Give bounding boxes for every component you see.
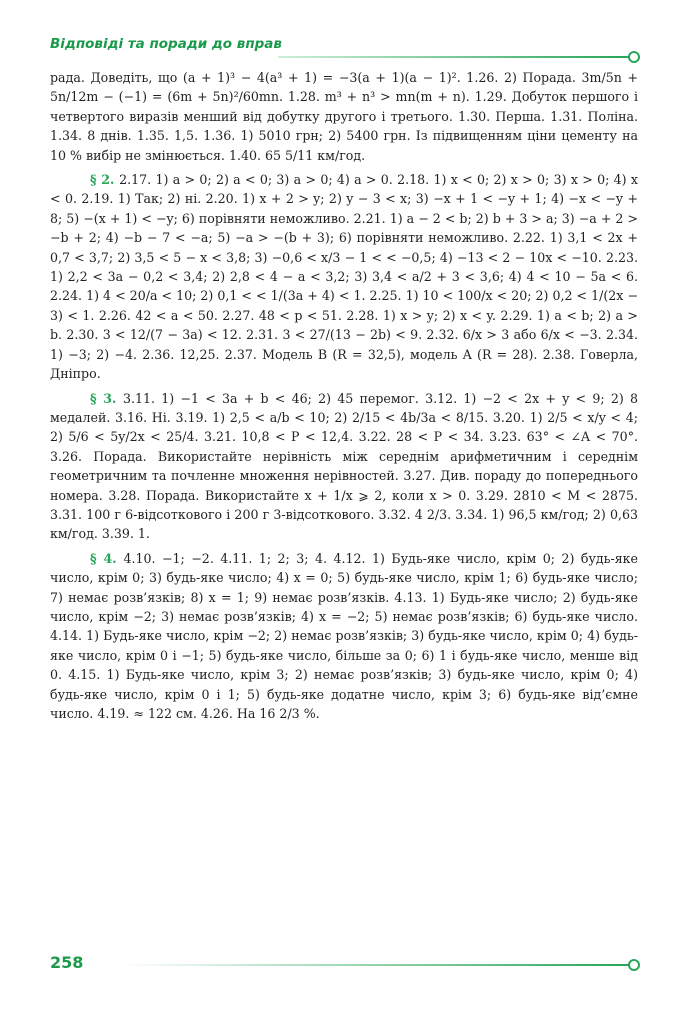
answers-paragraph: рада. Доведіть, що (a + 1)³ − 4(a³ + 1) = −3(a + 1)(a − 1)². 1.26. 2) Порада. 3m/5n + 5n/12m − (−1) = (6m + 5n)²/60mn. 1.28. m³ + n³ > mn(m + n). 1.29. Добуток першого і четвертого виразів менший від добутку другого і третього. 1.30. Перша. 1.31. Поліна. 1.34. 8 днів. 1.35. 1,5. 1.36. 1) 5010 грн; 2) 5400 грн. Із підвищенням ціни цементу на 10 % вибір не змінюється. 1.40. 65 5/11 км/год. [50,70,638,163]
section-marker: § 4. [90,550,124,566]
footer-rule-end-dot [628,959,640,971]
section-marker: § 3. [90,390,123,406]
section-marker: § 2. [90,172,120,188]
section-2-answers: § 2. 2.17. 1) a > 0; 2) a < 0; 3) a > 0; 4) a > 0. 2.18. 1) x < 0; 2) x > 0; 3) x > 0; 4) x < 0. 2.19. 1) Так; 2) ні. 2.20. 1) x + 2 > y; 2) y − 3 < x; 3) −x + 1 < −y + 1; 4) −x < −y + 8; 5) −(x + 1) < −y; 6) порівняти неможливо. 2.21. 1) a − 2 < b; 2) b + 3 > a; 3) −a + 2 > −b + 2; 4) −b − 7 < −a; 5) −a > −(b + 3); 6) порівняти неможливо. 2.22. 1) 3,1 < 2x + 0,7 < 3,7; 2) 3,5 < 5 − x < 3,8; 3) −0,6 < x/3 − 1 < < −0,5; 4) −13 < 2 − 10x < −10. 2.23. 1) 2,2 < 3a − 0,2 < 3,4; 2) 2,8 < 4 − a < 3,2; 3) 3,4 < a/2 + 3 < 3,6; 4) 4 < 10 − 5a < 6. 2.24. 1) 4 < 20/a < 10; 2) 0,1 < < 1/(3a + 4) < 1. 2.25. 1) 10 < 100/x < 20; 2) 0,2 < 1/(2x − 3) < 1. 2.26. 42 < a < 50. 2.27. 48 < p < 51. 2.28. 1) x > y; 2) x < y. 2.29. 1) a < b; 2) a > b. 2.30. 3 < 12/(7 − 3a) < 12. 2.31. 3 < 27/(13 − 2b) < 9. 2.32. 6/x > 3 або 6/x < −3. 2.34. 1) −3; 2) −4. 2.36. 12,25. 2.37. Модель B (R = 32,5), модель A (R = 28). 2.38. Говерла, Дніпро. [50,172,638,382]
section-3-answers: § 3. 3.11. 1) −1 < 3a + b < 46; 2) 45 перемог. 3.12. 1) −2 < 2x + y < 9; 2) 8 медалей. 3.16. Ні. 3.19. 1) 2,5 < a/b < 10; 2) 2/15 < 4b/3a < 8/15. 3.20. 1) 2/5 < x/y < 4; 2) 5/6 < 5y/2x < 25/4. 3.21. 10,8 < P < 12,4. 3.22. 28 < P < 34. 3.23. 63° < ∠A < 70°. 3.26. Порада. Використайте нерівність між середнім арифметичним і середнім геометричним та почленне множення нерівностей. 3.27. Див. пораду до попереднього номера. 3.28. Порада. Використайте x + 1/x ⩾ 2, коли x > 0. 3.29. 2810 < M < 2875. 3.31. 100 г 6-відсоткового і 200 г 3-відсоткового. 3.32. 4 2/3. 3.34. 1) 96,5 км/год; 2) 0,63 км/год. 3.39. 1. [50,390,638,542]
header-rule [278,56,630,58]
header-rule-end-dot [628,51,640,63]
section-4-answers: § 4. 4.10. −1; −2. 4.11. 1; 2; 3; 4. 4.12. 1) Будь-яке число, крім 0; 2) будь-яке число, крім 0; 3) будь-яке число; 4) x = 0; 5) будь-яке число, крім 1; 6) будь-яке число; 7) немає розв’язків; 8) x = 1; 9) немає розв’язків. 4.13. 1) Будь-яке число; 2) будь-яке число, крім −2; 3) немає розв’язків; 4) x = −2; 5) немає розв’язків; 6) будь-яке число. 4.14. 1) Будь-яке число, крім −2; 2) немає розв’язків; 3) будь-яке число, крім 0; 4) будь-яке число, крім 0 і −1; 5) будь-яке число, більше за 0; 6) 1 і будь-яке число, менше від 0. 4.15. 1) Будь-яке число, крім 3; 2) немає розв’язків; 3) будь-яке число, крім 0; 4) будь-яке число, крім 0 і 1; 5) будь-яке додатне число, крім 3; 6) будь-яке від’ємне число. 4.19. ≈ 122 см. 4.26. На 16 2/3 %. [50,550,638,721]
answers-body [50,68,638,726]
running-header-title: Відповіді та поради до вправ [50,36,282,52]
footer-rule [120,964,630,966]
page-number: 258 [50,953,84,972]
